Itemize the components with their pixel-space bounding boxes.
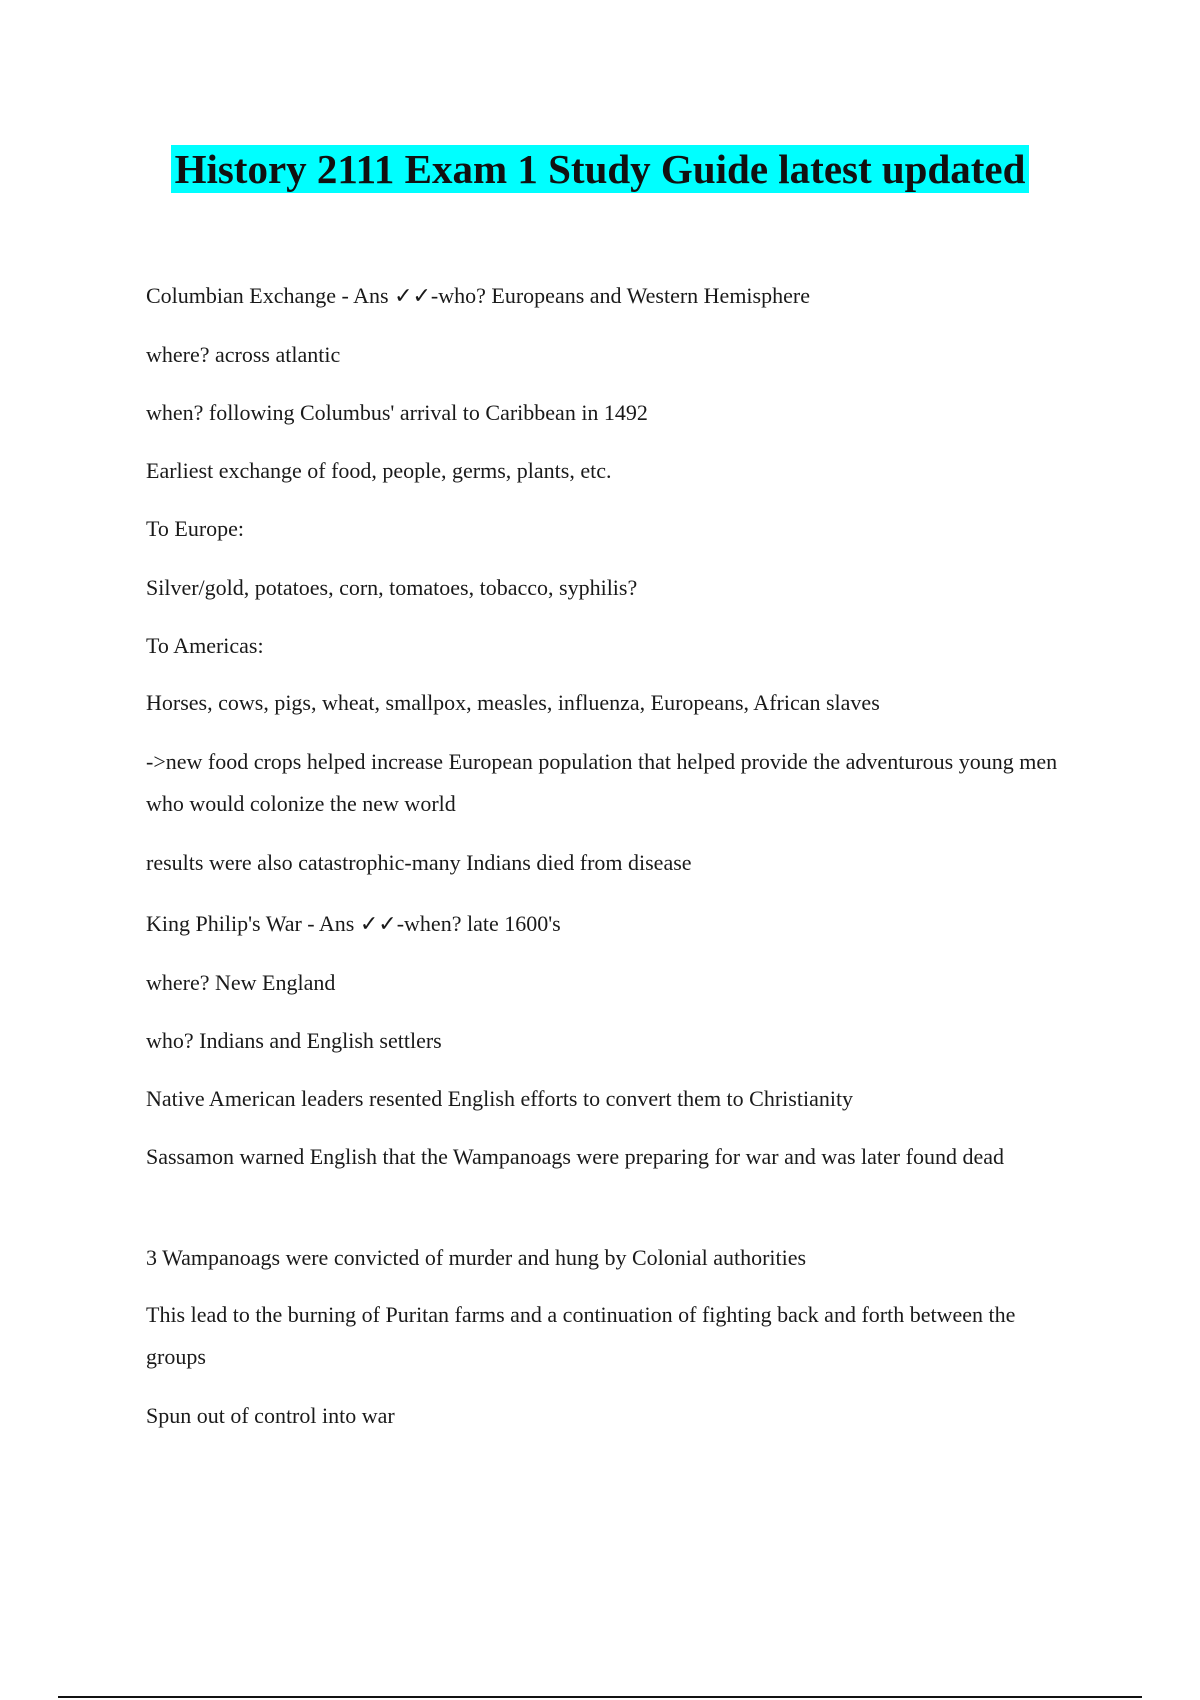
text-line-convicted: 3 Wampanoags were convicted of murder and hung by Colonial authorities — [146, 1245, 807, 1270]
text-line-native-leaders: Native American leaders resented English efforts to convert them to Christianity — [146, 1086, 854, 1111]
text-line-americas-goods: Horses, cows, pigs, wheat, smallpox, measles, influenza, Europeans, African slaves — [146, 690, 880, 715]
footer-divider — [58, 1696, 1142, 1698]
text-line-to-europe: To Europe: — [146, 516, 245, 541]
text-line-columbian-exchange: Columbian Exchange - Ans ✓✓-who? Europeans and Western Hemisphere — [146, 283, 810, 308]
title-container — [0, 145, 1200, 193]
text-line-food-crops: ->new food crops helped increase European population that helped provide the adventurous young men who would colonize the new world — [146, 749, 1058, 816]
text-line-spun-out: Spun out of control into war — [146, 1403, 395, 1428]
text-line-europe-goods: Silver/gold, potatoes, corn, tomatoes, tobacco, syphilis? — [146, 575, 638, 600]
text-line-where-atlantic: where? across atlantic — [146, 342, 341, 367]
text-line-sassamon: Sassamon warned English that the Wampanoags were preparing for war and was later found dead — [146, 1144, 1004, 1169]
text-line-burning-farms: This lead to the burning of Puritan farms and a continuation of fighting back and forth between the groups — [146, 1302, 1016, 1369]
text-line-where-new-england: where? New England — [146, 970, 336, 995]
text-line-earliest-exchange: Earliest exchange of food, people, germs, plants, etc. — [146, 458, 612, 483]
page-title: History 2111 Exam 1 Study Guide latest updated — [171, 145, 1030, 193]
text-line-when-1492: when? following Columbus' arrival to Caribbean in 1492 — [146, 400, 648, 425]
text-line-king-philips-war: King Philip's War - Ans ✓✓-when? late 1600's — [146, 911, 561, 936]
text-line-to-americas: To Americas: — [146, 633, 264, 658]
text-line-who-indians: who? Indians and English settlers — [146, 1028, 442, 1053]
text-line-results: results were also catastrophic-many Indians died from disease — [146, 850, 692, 875]
